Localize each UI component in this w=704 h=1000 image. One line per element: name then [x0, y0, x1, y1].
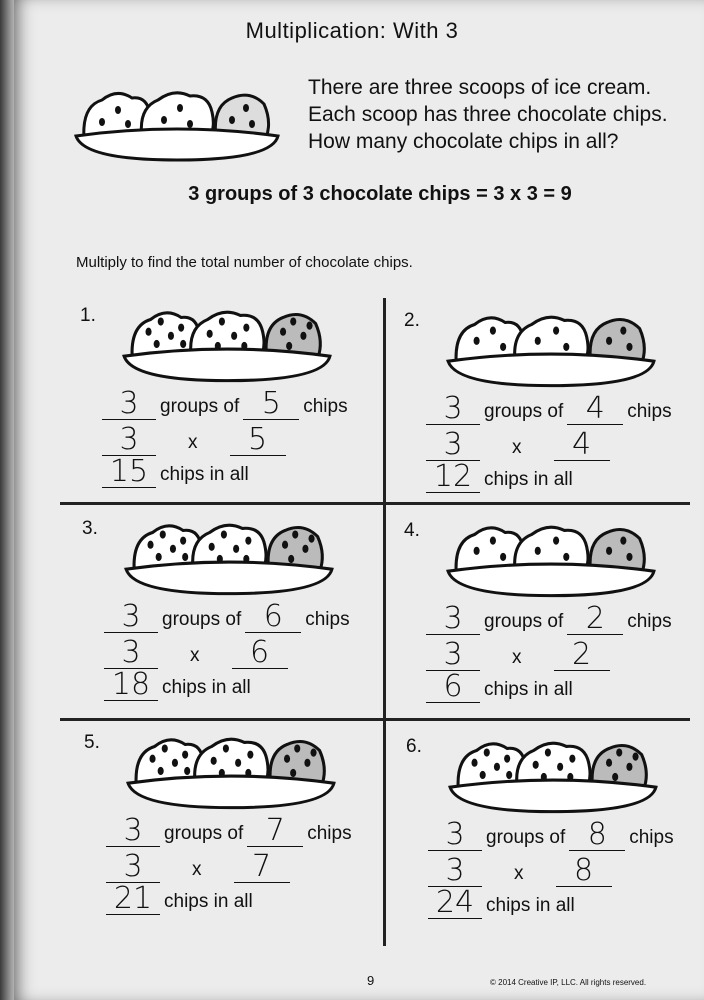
- problem-number: 1.: [80, 305, 96, 326]
- groups-of-label: groups of: [162, 609, 242, 630]
- groups-answer[interactable]: 3: [428, 820, 482, 851]
- groups-answer[interactable]: 3: [104, 602, 158, 633]
- chips-label: chips: [627, 611, 672, 632]
- total-row: [106, 881, 257, 918]
- total-row: [428, 885, 579, 922]
- groups-of-label: groups of: [486, 827, 566, 848]
- total-answer[interactable]: 12: [426, 462, 480, 493]
- chips-in-all-label: chips in all: [160, 464, 249, 485]
- factor-a-answer[interactable]: 3: [428, 856, 482, 887]
- times-sign: x: [514, 863, 524, 884]
- ice-cream-bowl-illustration: [444, 520, 658, 607]
- chips-label: chips: [303, 396, 348, 417]
- factor-a-answer[interactable]: 3: [102, 425, 156, 456]
- intro-line: Each scoop has three chocolate chips.: [308, 103, 668, 126]
- per-group-answer[interactable]: 2: [567, 604, 623, 635]
- groups-answer[interactable]: 3: [106, 816, 160, 847]
- per-group-answer[interactable]: 4: [567, 394, 623, 425]
- factor-a-answer[interactable]: 3: [426, 430, 480, 461]
- groups-answer[interactable]: 3: [426, 604, 480, 635]
- total-answer[interactable]: 24: [428, 888, 482, 919]
- times-sign: x: [188, 432, 198, 453]
- per-group-answer[interactable]: 7: [247, 816, 303, 847]
- factor-b-answer[interactable]: 2: [554, 640, 610, 671]
- groups-row: [106, 813, 356, 850]
- page-title: Multiplication: With 3: [245, 18, 459, 43]
- total-row: [426, 459, 577, 496]
- total-answer[interactable]: 15: [102, 457, 156, 488]
- problem-cell: [404, 310, 704, 520]
- intro-line: How many chocolate chips in all?: [308, 130, 619, 153]
- groups-row: [426, 601, 676, 638]
- chips-in-all-label: chips in all: [164, 891, 253, 912]
- per-group-answer[interactable]: 8: [569, 820, 625, 851]
- groups-of-label: groups of: [160, 396, 240, 417]
- intro-ice-cream-illustration: [72, 86, 282, 166]
- ice-cream-bowl-illustration: [124, 732, 338, 819]
- total-row: [102, 454, 253, 491]
- ice-cream-bowl-illustration: [122, 518, 336, 605]
- factor-a-answer[interactable]: 3: [104, 638, 158, 669]
- factor-a-answer[interactable]: 3: [426, 640, 480, 671]
- ice-cream-bowl-illustration: [446, 736, 660, 823]
- problem-cell: [84, 732, 384, 942]
- intro-text: [308, 74, 688, 155]
- groups-of-label: groups of: [164, 823, 244, 844]
- total-row: [426, 669, 577, 706]
- groups-of-label: groups of: [484, 611, 564, 632]
- chips-in-all-label: chips in all: [486, 895, 575, 916]
- factor-b-answer[interactable]: 5: [230, 425, 286, 456]
- problem-number: 2.: [404, 310, 420, 331]
- chips-in-all-label: chips in all: [484, 679, 573, 700]
- factor-b-answer[interactable]: 6: [232, 638, 288, 669]
- groups-row: [104, 599, 354, 636]
- chips-label: chips: [305, 609, 350, 630]
- instructions: Multiply to find the total number of chocolate chips.: [76, 254, 413, 271]
- page-number: 9: [367, 973, 375, 988]
- example-equation: 3 groups of 3 chocolate chips = 3 x 3 = 9: [188, 183, 572, 205]
- groups-row: [426, 391, 676, 428]
- factor-b-answer[interactable]: 4: [554, 430, 610, 461]
- times-sign: x: [192, 859, 202, 880]
- total-row: [104, 667, 255, 704]
- times-sign: x: [512, 647, 522, 668]
- intro-line: There are three scoops of ice cream.: [308, 76, 652, 99]
- ice-cream-bowl-illustration: [444, 310, 658, 397]
- problem-number: 6.: [406, 736, 422, 757]
- problem-number: 4.: [404, 520, 420, 541]
- chips-in-all-label: chips in all: [484, 469, 573, 490]
- chips-in-all-label: chips in all: [162, 677, 251, 698]
- times-sign: x: [512, 437, 522, 458]
- groups-of-label: groups of: [484, 401, 564, 422]
- copyright-notice: © 2014 Creative IP, LLC. All rights reserved.: [490, 978, 647, 987]
- ice-cream-bowl-illustration: [120, 305, 334, 392]
- problem-cell: [82, 518, 382, 728]
- per-group-answer[interactable]: 6: [245, 602, 301, 633]
- problem-number: 3.: [82, 518, 98, 539]
- chips-label: chips: [627, 401, 672, 422]
- total-answer[interactable]: 6: [426, 672, 480, 703]
- groups-row: [102, 386, 352, 423]
- per-group-answer[interactable]: 5: [243, 389, 299, 420]
- factor-b-answer[interactable]: 7: [234, 852, 290, 883]
- problem-cell: [80, 305, 380, 515]
- groups-row: [428, 817, 678, 854]
- problem-number: 5.: [84, 732, 100, 753]
- total-answer[interactable]: 21: [106, 884, 160, 915]
- total-answer[interactable]: 18: [104, 670, 158, 701]
- groups-answer[interactable]: 3: [426, 394, 480, 425]
- problem-cell: [404, 520, 704, 730]
- chips-label: chips: [629, 827, 674, 848]
- problem-cell: [406, 736, 704, 946]
- factor-b-answer[interactable]: 8: [556, 856, 612, 887]
- times-sign: x: [190, 645, 200, 666]
- factor-a-answer[interactable]: 3: [106, 852, 160, 883]
- chips-label: chips: [307, 823, 352, 844]
- groups-answer[interactable]: 3: [102, 389, 156, 420]
